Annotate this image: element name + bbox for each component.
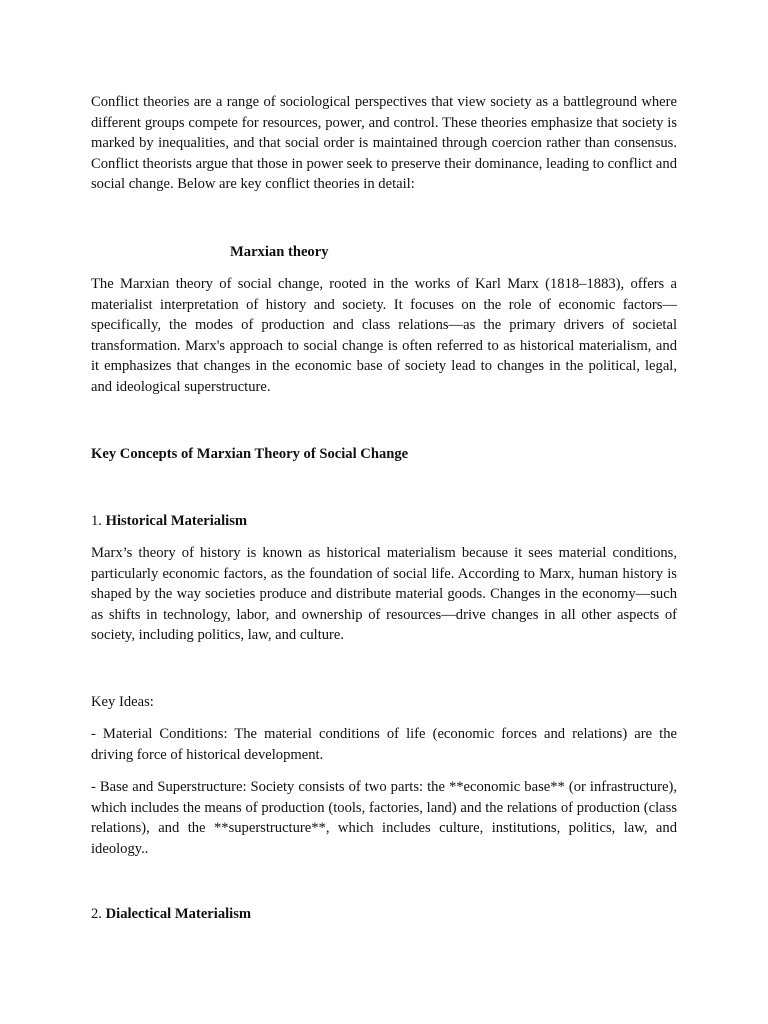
idea-material-conditions: - Material Conditions: The material conditions of life (economic forces and relations) are the driving force of historical development. xyxy=(91,726,677,763)
section-heading-dialectical-materialism xyxy=(91,904,677,925)
historical-materialism-paragraph: Marx’s theory of history is known as historical materialism because it sees material conditions, particularly economic factors, as the foundation of social life. According to Marx, human history is shaped by the way societies produce and distribute material goods. Changes in the economy—such as shifts in technology, labor, and ownership of resources—drive changes in all other aspects of society, including politics, law, and culture. xyxy=(91,545,677,643)
document-page xyxy=(91,92,677,925)
intro-paragraph: Conflict theories are a range of sociological perspectives that view society as a battleground where different groups compete for resources, power, and control. These theories emphasize that society is marked by inequalities, and that social order is maintained through coercion rather than consensus. Conflict theorists argue that those in power seek to preserve their dominance, leading to conflict and social change. Below are key conflict theories in detail: xyxy=(91,94,677,192)
section-title: Historical Materialism xyxy=(105,512,248,529)
section-number: 2. xyxy=(91,906,106,922)
key-concepts-heading: Key Concepts of Marxian Theory of Social Change xyxy=(91,446,409,462)
section-number: 1. xyxy=(91,512,106,529)
section-title: Dialectical Materialism xyxy=(105,906,252,922)
marxian-theory-heading: Marxian theory xyxy=(230,243,329,260)
marxian-theory-paragraph: The Marxian theory of social change, rooted in the works of Karl Marx (1818–1883), offers a materialist interpretation of history and society. It focuses on the role of economic factors—specifically, the modes of production and class relations—as the primary drivers of societal transformation. Marx's approach to social change is often referred to as historical materialism, and it emphasizes that changes in the economic base of society lead to changes in the political, legal, and ideological superstructure. xyxy=(91,276,677,395)
key-ideas-label: Key Ideas: xyxy=(91,693,154,710)
idea-base-superstructure: - Base and Superstructure: Society consists of two parts: the **economic base** (or infrastructure), which includes the means of production (tools, factories, land) and the relations of production (class relations), and the **superstructure**, which includes culture, institutions, politics, law, and ideology.. xyxy=(91,779,677,857)
section-heading-historical-materialism xyxy=(91,511,677,532)
